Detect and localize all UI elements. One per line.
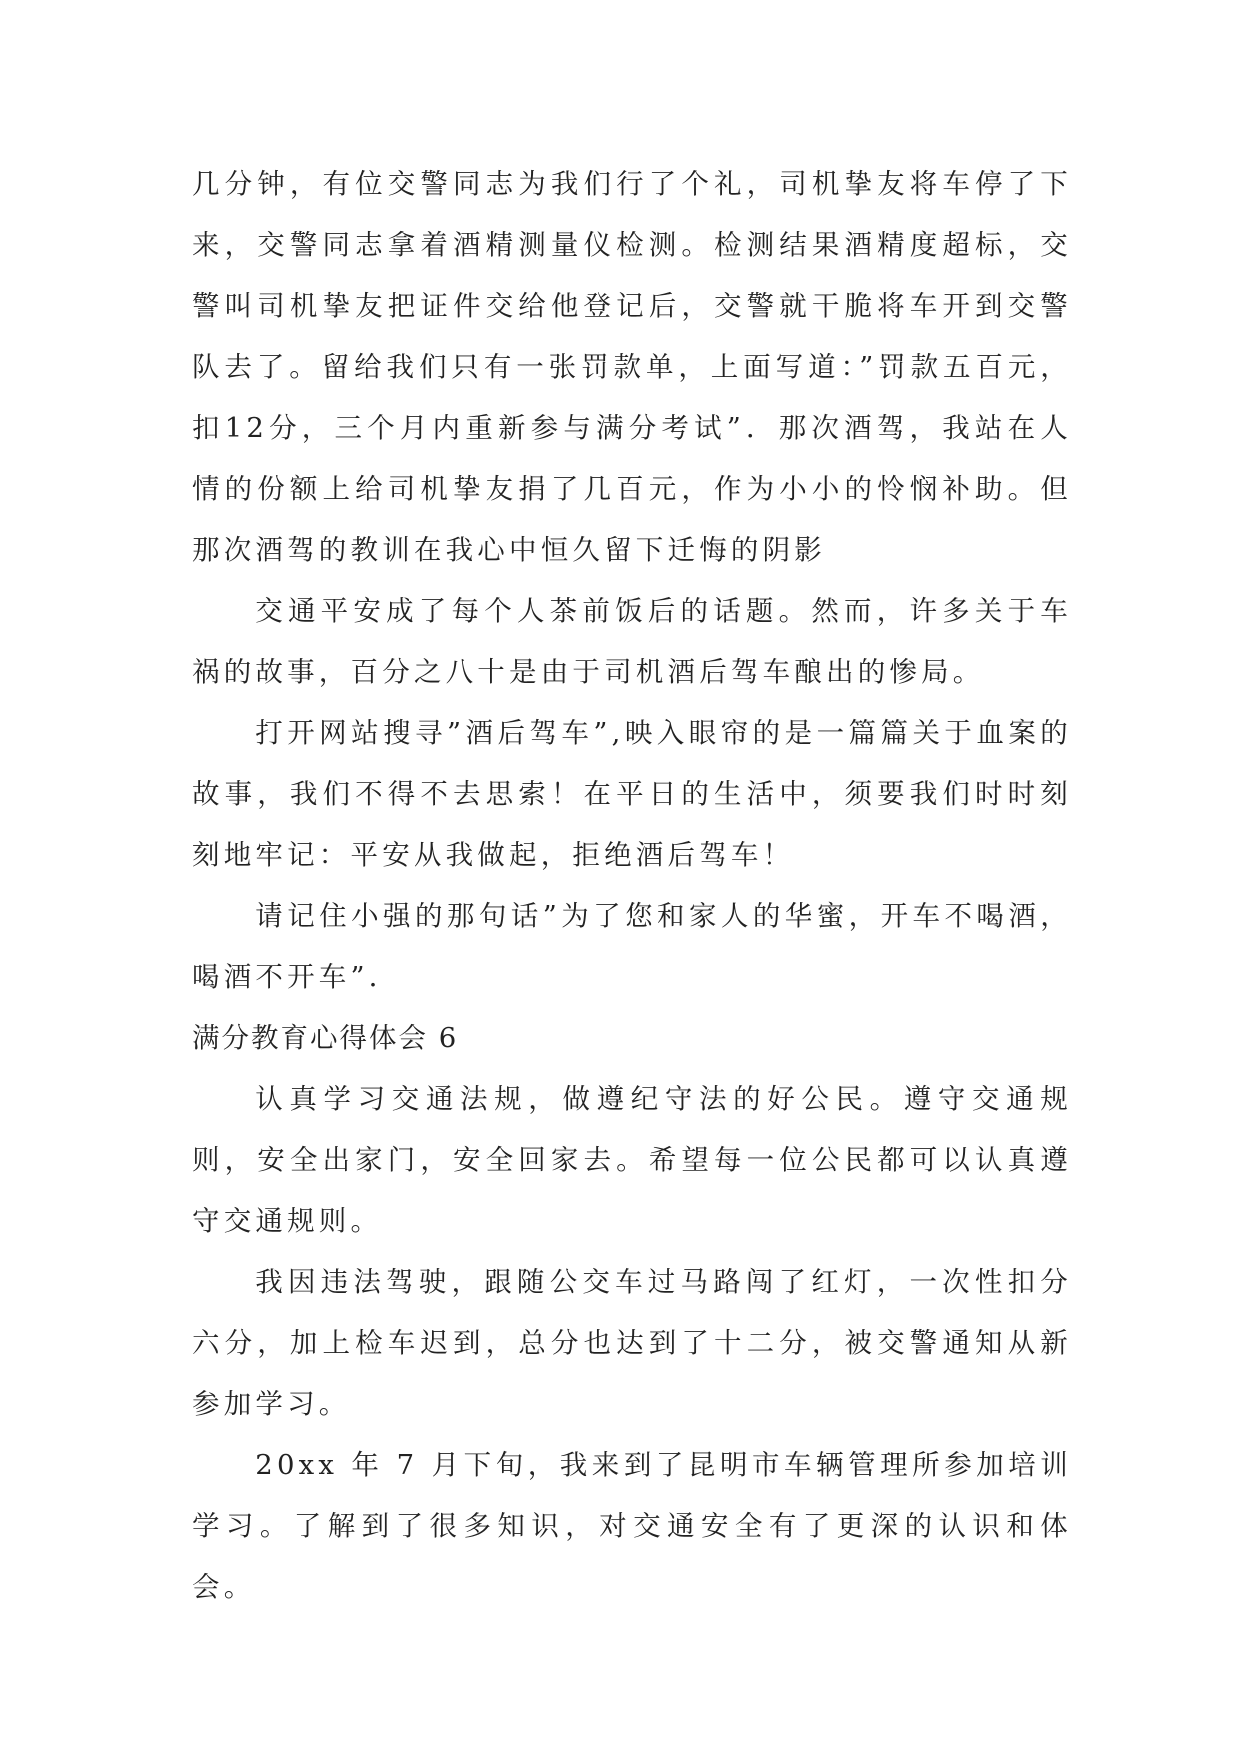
paragraph-training-kunming: 20xx 年 7 月下旬，我来到了昆明市车辆管理所参加培训学习。了解到了很多知识，对交通安全有了更深的认识和体会。 bbox=[192, 1449, 1072, 1603]
paragraph-drunk-driving-story: 几分钟，有位交警同志为我们行了个礼，司机挚友将车停了下来，交警同志拿着酒精测量仪检测。检测结果酒精度超标，交警叫司机挚友把证件交给他登记后，交警就干脆将车开到交警队去了。留给我们只有一张罚款单，上面写道：”罚款五百元，扣12分，三个月内重新参与满分考试”．那次酒驾，我站在人情的份额上给司机挚友捐了几百元，作为小小的怜悯补助。但那次酒驾的教训在我心中恒久留下迁悔的阴影 bbox=[192, 168, 1073, 566]
paragraph-remember-quote: 请记住小强的那句话”为了您和家人的华蜜，开车不喝酒，喝酒不开车”． bbox=[192, 900, 1072, 993]
paragraph-learn-traffic-law: 认真学习交通法规，做遵纪守法的好公民。遵守交通规则，安全出家门，安全回家去。希望每一位公民都可以认真遵守交通规则。 bbox=[192, 1083, 1072, 1237]
document-page bbox=[192, 154, 1072, 1618]
paragraph-red-light-violation: 我因违法驾驶，跟随公交车过马路闯了红灯，一次性扣分六分，加上检车迟到，总分也达到了十二分，被交警通知从新参加学习。 bbox=[192, 1266, 1072, 1420]
paragraph-traffic-safety-topic: 交通平安成了每个人茶前饭后的话题。然而，许多关于车祸的故事，百分之八十是由于司机酒后驾车酿出的惨局。 bbox=[192, 595, 1072, 688]
paragraph-website-search: 打开网站搜寻”酒后驾车”,映入眼帘的是一篇篇关于血案的故事，我们不得不去思索！在平日的生活中，须要我们时时刻刻地牢记：平安从我做起，拒绝酒后驾车！ bbox=[192, 717, 1072, 871]
section-title: 满分教育心得体会 6 bbox=[192, 1022, 459, 1054]
